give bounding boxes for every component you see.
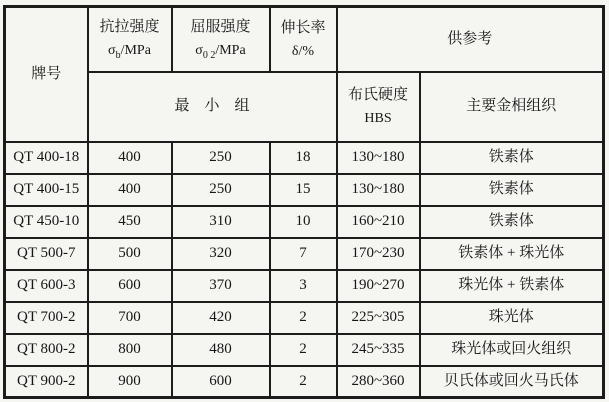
col-header-yield-strength: [172, 7, 270, 72]
table-row: [5, 270, 604, 302]
grade-cell: QT 700-2: [5, 302, 88, 334]
grade-cell: QT 400-18: [5, 142, 88, 174]
table-row: [5, 366, 604, 398]
structure-cell: 珠光体 + 铁素体: [420, 270, 604, 302]
grade-cell: QT 450-10: [5, 206, 88, 238]
col-header-grade: 牌号: [5, 7, 88, 142]
structure-cell: 铁素体: [420, 142, 604, 174]
hardness-title: 布氏硬度: [347, 86, 408, 103]
tensile-cell: 450: [88, 206, 172, 238]
tensile-cell: 800: [88, 334, 172, 366]
hardness-cell: 280~360: [337, 366, 420, 398]
header-row-1: [5, 7, 604, 72]
grade-cell: QT 600-3: [5, 270, 88, 302]
col-header-structure: 主要金相组织: [420, 72, 604, 142]
tensile-cell: 600: [88, 270, 172, 302]
yield-cell: 250: [172, 174, 270, 206]
elongation-cell: 2: [270, 334, 337, 366]
structure-cell: 铁素体: [420, 206, 604, 238]
col-header-min-group: 最 小 组: [88, 72, 337, 142]
elongation-cell: 15: [270, 174, 337, 206]
structure-cell: 珠光体或回火组织: [420, 334, 604, 366]
elongation-cell: 2: [270, 302, 337, 334]
yield-symbol: $\sigma_{0 2}$/MPa: [195, 43, 246, 61]
tensile-cell: 500: [88, 238, 172, 270]
tensile-cell: 700: [88, 302, 172, 334]
elongation-cell: 2: [270, 366, 337, 398]
yield-cell: 250: [172, 142, 270, 174]
yield-cell: 310: [172, 206, 270, 238]
tensile-title: 抗拉强度: [99, 18, 160, 35]
elongation-symbol: δ/%: [291, 44, 315, 59]
yield-cell: 600: [172, 366, 270, 398]
elongation-cell: 3: [270, 270, 337, 302]
table-row: [5, 302, 604, 334]
tensile-cell: 900: [88, 366, 172, 398]
elongation-cell: 18: [270, 142, 337, 174]
hardness-cell: 190~270: [337, 270, 420, 302]
hardness-cell: 160~210: [337, 206, 420, 238]
elongation-cell: 10: [270, 206, 337, 238]
grade-cell: QT 400-15: [5, 174, 88, 206]
structure-cell: 珠光体: [420, 302, 604, 334]
table-row: [5, 334, 604, 366]
grade-cell: QT 500-7: [5, 238, 88, 270]
col-header-brinell-hardness: [337, 72, 420, 142]
col-header-elongation: [270, 7, 337, 72]
properties-table: [3, 5, 605, 399]
header-row-2: [5, 72, 604, 142]
table-row: [5, 238, 604, 270]
elongation-cell: 7: [270, 238, 337, 270]
hardness-unit: HBS: [364, 111, 392, 127]
yield-cell: 480: [172, 334, 270, 366]
yield-title: 屈服强度: [190, 18, 251, 35]
grade-cell: QT 900-2: [5, 366, 88, 398]
hardness-cell: 225~305: [337, 302, 420, 334]
tensile-cell: 400: [88, 142, 172, 174]
col-header-reference: 供参考: [337, 7, 604, 72]
structure-cell: 铁素体 + 珠光体: [420, 238, 604, 270]
structure-cell: 铁素体: [420, 174, 604, 206]
table-row: [5, 174, 604, 206]
elongation-title: 伸长率: [280, 19, 326, 36]
tensile-symbol: $\sigma_b$/MPa: [108, 43, 151, 61]
structure-cell: 贝氏体或回火马氏体: [420, 366, 604, 398]
tensile-cell: 400: [88, 174, 172, 206]
table-row: [5, 142, 604, 174]
hardness-cell: 130~180: [337, 174, 420, 206]
grade-cell: QT 800-2: [5, 334, 88, 366]
yield-cell: 420: [172, 302, 270, 334]
yield-cell: 370: [172, 270, 270, 302]
col-header-tensile-strength: [88, 7, 172, 72]
hardness-cell: 130~180: [337, 142, 420, 174]
table-row: [5, 206, 604, 238]
yield-cell: 320: [172, 238, 270, 270]
hardness-cell: 170~230: [337, 238, 420, 270]
hardness-cell: 245~335: [337, 334, 420, 366]
